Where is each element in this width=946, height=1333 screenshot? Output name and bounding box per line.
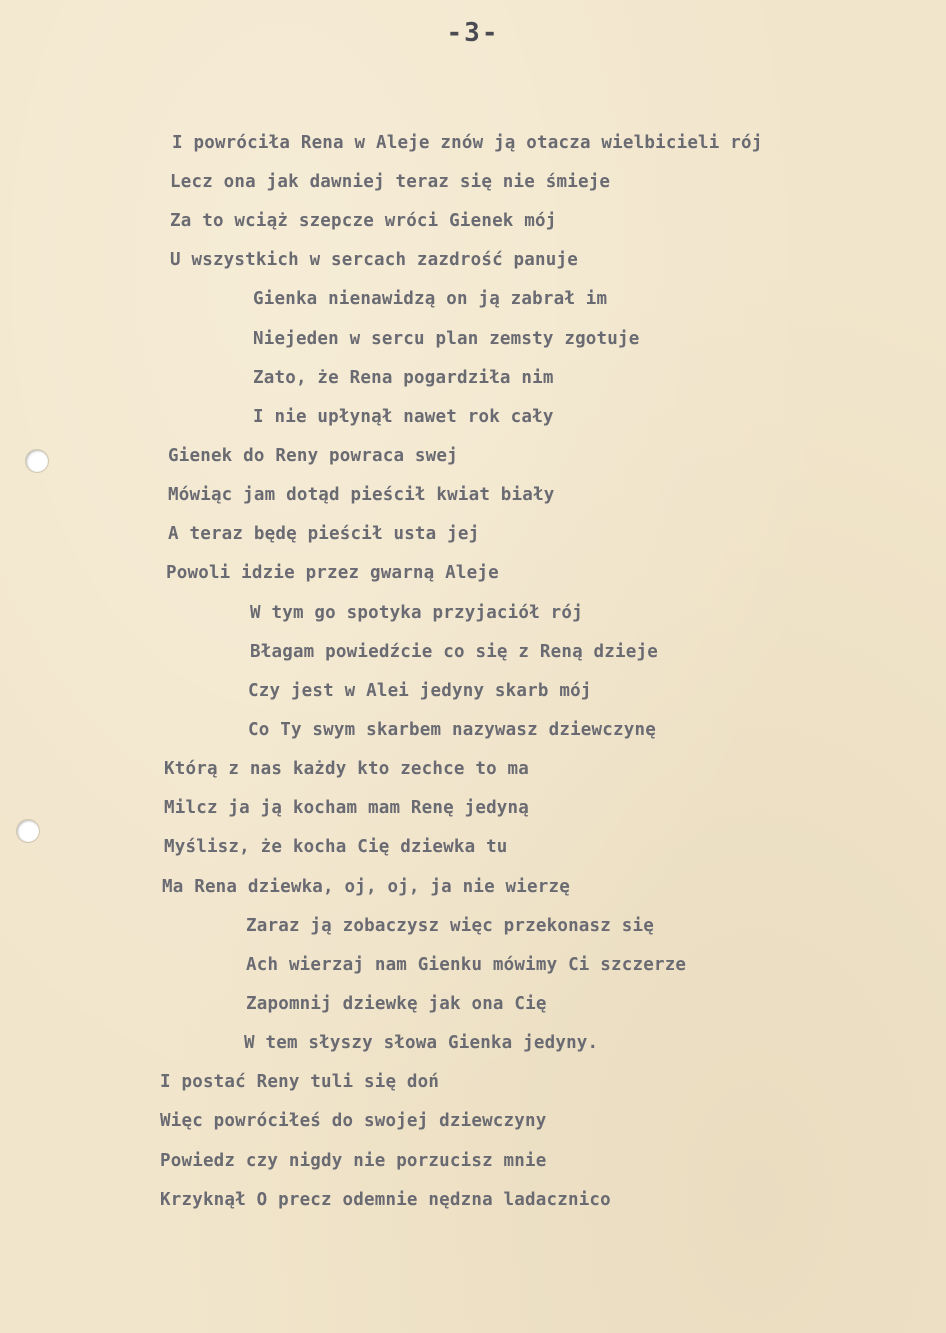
poem-line: Czy jest w Alei jedyny skarb mój [248,681,592,701]
poem-line: Błagam powiedźcie co się z Reną dzieje [250,642,658,662]
poem-line: Niejeden w sercu plan zemsty zgotuje [253,329,640,349]
poem-line: W tym go spotyka przyjaciół rój [250,603,583,623]
poem-line: Mówiąc jam dotąd pieścił kwiat biały [168,485,555,505]
poem-line: Którą z nas każdy kto zechce to ma [164,759,530,779]
poem-line: Milcz ja ją kocham mam Renę jedyną [164,798,530,818]
poem-line: Gienka nienawidzą on ją zabrał im [253,289,608,309]
poem-line: Za to wciąż szepcze wróci Gienek mój [170,211,557,231]
poem-line: Powoli idzie przez gwarną Aleje [166,563,499,583]
poem-line: Więc powróciłeś do swojej dziewczyny [160,1111,547,1131]
poem-line: Zato, że Rena pogardziła nim [253,368,554,388]
poem-line: I nie upłynął nawet rok cały [253,407,554,427]
poem-line: A teraz będę pieścił usta jej [168,524,480,544]
poem-line: Co Ty swym skarbem nazywasz dziewczynę [248,720,656,740]
poem-line: I postać Reny tuli się doń [160,1072,440,1092]
page-number: -3- [446,18,500,48]
poem-line: Zaraz ją zobaczysz więc przekonasz się [246,916,654,936]
poem-line: Myślisz, że kocha Cię dziewka tu [164,837,508,857]
poem-line: Ach wierzaj nam Gienku mówimy Ci szczerze [246,955,687,975]
poem-line: W tem słyszy słowa Gienka jedyny. [244,1033,599,1053]
poem-line: I powróciła Rena w Aleje znów ją otacza wielbicieli rój [172,133,763,153]
punch-hole-icon [17,820,39,842]
poem-line: Krzyknął O precz odemnie nędzna ladacznico [160,1190,611,1210]
poem-line: Zapomnij dziewkę jak ona Cię [246,994,547,1014]
punch-hole-icon [26,450,48,472]
poem-line: Powiedz czy nigdy nie porzucisz mnie [160,1151,547,1171]
poem-line: U wszystkich w sercach zazdrość panuje [170,250,578,270]
poem-line: Gienek do Reny powraca swej [168,446,458,466]
poem-line: Lecz ona jak dawniej teraz się nie śmieje [170,172,611,192]
poem-line: Ma Rena dziewka, oj, oj, ja nie wierzę [162,877,570,897]
